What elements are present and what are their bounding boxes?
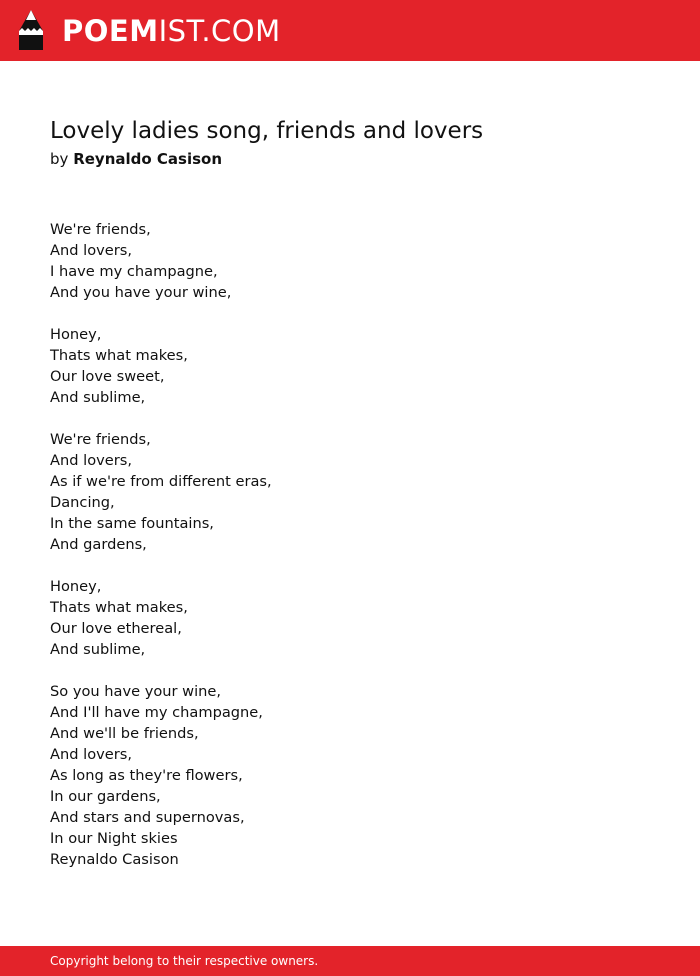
poem-line: Thats what makes, xyxy=(50,347,188,364)
poem-line: And lovers, xyxy=(50,452,132,469)
poem-line: Our love ethereal, xyxy=(50,620,182,637)
site-header xyxy=(0,0,700,61)
poem-line: And sublime, xyxy=(50,641,146,658)
stanza-break xyxy=(50,660,650,681)
copyright-text: Copyright belong to their respective owners. xyxy=(50,954,319,968)
poem-line: We're friends, xyxy=(50,221,151,238)
poem-line: I have my champagne, xyxy=(50,263,218,280)
poem-line: As long as they're flowers, xyxy=(50,767,243,784)
poem-author: Reynaldo Casison xyxy=(73,150,223,168)
poem-line: Honey, xyxy=(50,578,102,595)
site-logo[interactable] xyxy=(62,12,281,50)
byline-label: by xyxy=(50,150,69,168)
stanza-break xyxy=(50,555,650,576)
poem-title: Lovely ladies song, friends and lovers xyxy=(50,118,484,144)
poem-line: And gardens, xyxy=(50,536,147,553)
poem-line: As if we're from different eras, xyxy=(50,473,272,490)
poem-body xyxy=(50,219,650,870)
poem-line: And lovers, xyxy=(50,242,132,259)
stanza-break xyxy=(50,408,650,429)
poem-line: And we'll be friends, xyxy=(50,725,199,742)
poem-line: Reynaldo Casison xyxy=(50,851,179,868)
poem-line: And lovers, xyxy=(50,746,132,763)
poem-line: And sublime, xyxy=(50,389,146,406)
poem-line: In our Night skies xyxy=(50,830,178,847)
poem-line: And stars and supernovas, xyxy=(50,809,245,826)
poem-line: Dancing, xyxy=(50,494,115,511)
brand-bold-text: POEM xyxy=(62,14,159,48)
poem-line: Our love sweet, xyxy=(50,368,165,385)
pen-nib-icon[interactable] xyxy=(17,9,45,51)
poem-line: So you have your wine, xyxy=(50,683,222,700)
poem-line: And you have your wine, xyxy=(50,284,232,301)
poem-byline xyxy=(50,149,222,169)
brand-light-text: IST.COM xyxy=(158,14,281,48)
poem-line: In our gardens, xyxy=(50,788,161,805)
site-footer xyxy=(0,946,700,976)
poem-line: Thats what makes, xyxy=(50,599,188,616)
poem-line: Honey, xyxy=(50,326,102,343)
poem-line: We're friends, xyxy=(50,431,151,448)
poem-line: And I'll have my champagne, xyxy=(50,704,263,721)
stanza-break xyxy=(50,303,650,324)
poem-line: In the same fountains, xyxy=(50,515,214,532)
